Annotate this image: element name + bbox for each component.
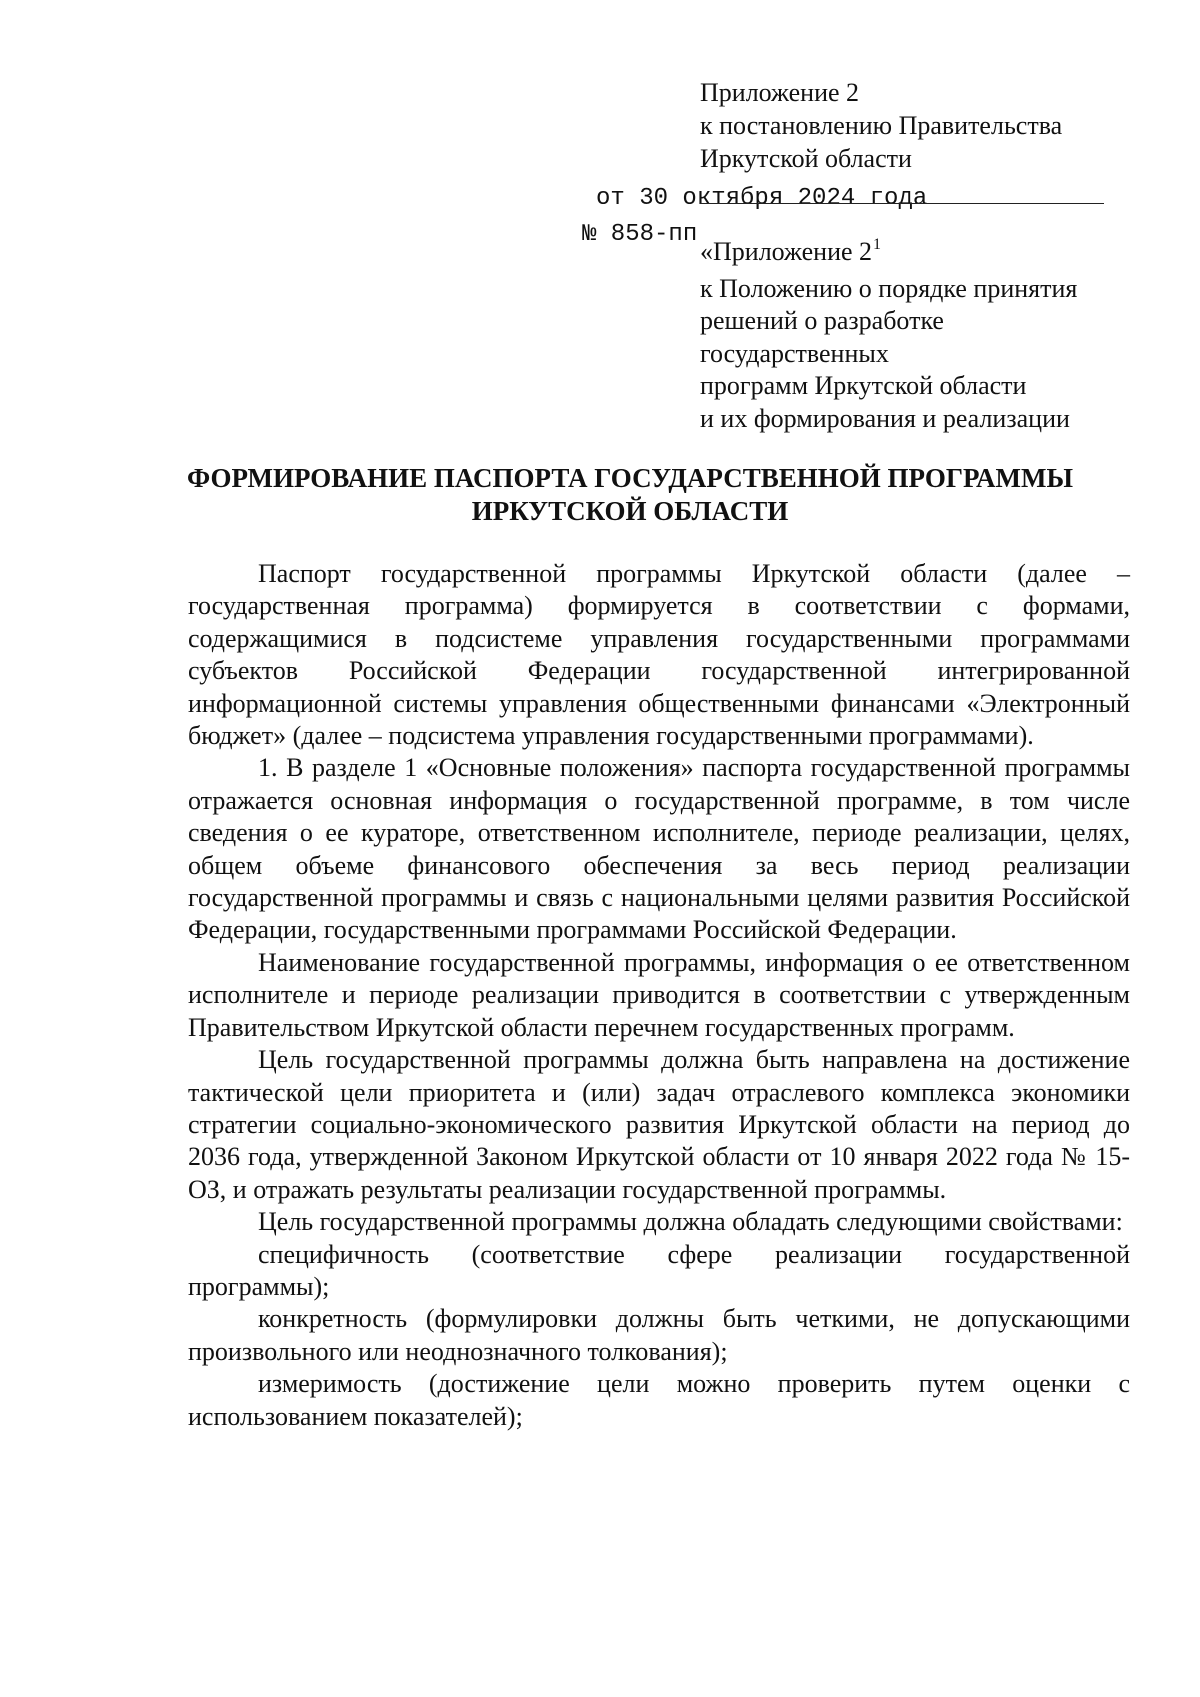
- date-underline: [700, 203, 1104, 204]
- appendix-title: «Приложение 2: [700, 237, 873, 266]
- appendix-line: государственных: [700, 338, 889, 368]
- document-title: [150, 462, 1110, 528]
- title-line: ФОРМИРОВАНИЕ ПАСПОРТА ГОСУДАРСТВЕННОЙ ПРОГРАММЫ: [186, 463, 1074, 493]
- appendix-2-1-header: [700, 236, 1077, 435]
- paragraph: конкретность (формулировки должны быть четкими, не допускающими произвольного или неоднозначного толкования);: [188, 1304, 1130, 1366]
- paragraph: Наименование государственной программы, информация о ее ответственном исполнителе и периоде реализации приводится в соответствии с утвержденным Правительством Иркутской области перечнем государственных программ.: [188, 947, 1130, 1042]
- document-body: [188, 558, 1130, 1433]
- paragraph: Паспорт государственной программы Иркутской области (далее – государственная программа) формируется в соответствии с формами, содержащимися в подсистеме управления государственными программами субъектов Российской Федерации государственной интегрированной информационной системы управления общественными финансами «Электронный бюджет» (далее – подсистема управления государственными программами).: [188, 559, 1130, 751]
- appendix-header: [700, 76, 1062, 175]
- appendix-line: решений о разработке: [700, 306, 944, 335]
- title-line: ИРКУТСКОЙ ОБЛАСТИ: [471, 496, 789, 526]
- appendix-superscript: 1: [873, 236, 882, 253]
- paragraph: измеримость (достижение цели можно проверить путем оценки с использованием показателей);: [188, 1369, 1130, 1431]
- appendix-line: Приложение 2: [700, 78, 860, 107]
- document-date: от 30 октября 2024 года: [596, 185, 928, 212]
- paragraph: Цель государственной программы должна быть направлена на достижение тактической цели приоритета и (или) задач отраслевого комплекса экономики стратегии социально-экономического развития Иркутской области на период до 2036 года, утвержденной Законом Иркутской области от 10 января 2022 года № 15-ОЗ, и отражать результаты реализации государственной программы.: [188, 1045, 1130, 1204]
- paragraph: Цель государственной программы должна обладать следующими свойствами:: [258, 1207, 1123, 1237]
- paragraph: специфичность (соответствие сфере реализации государственной программы);: [188, 1239, 1130, 1301]
- appendix-line: программ Иркутской области: [700, 371, 1027, 400]
- appendix-line: к постановлению Правительства: [700, 111, 1063, 140]
- appendix-line: и их формирования и реализации: [700, 403, 1070, 433]
- appendix-line: [700, 236, 1077, 273]
- appendix-line: Иркутской области: [700, 144, 912, 173]
- document-number: № 858-пп: [582, 221, 698, 248]
- appendix-line: к Положению о порядке принятия: [700, 273, 1078, 303]
- paragraph: 1. В разделе 1 «Основные положения» паспорта государственной программы отражается основная информация о государственной программе, в том числе сведения о ее кураторе, ответственном исполнителе, периоде реализации, целях, общем объеме финансового обеспечения за весь период реализации государственной программы и связь с национальными целями развития Российской Федерации, государственными программами Российской Федерации.: [188, 753, 1130, 945]
